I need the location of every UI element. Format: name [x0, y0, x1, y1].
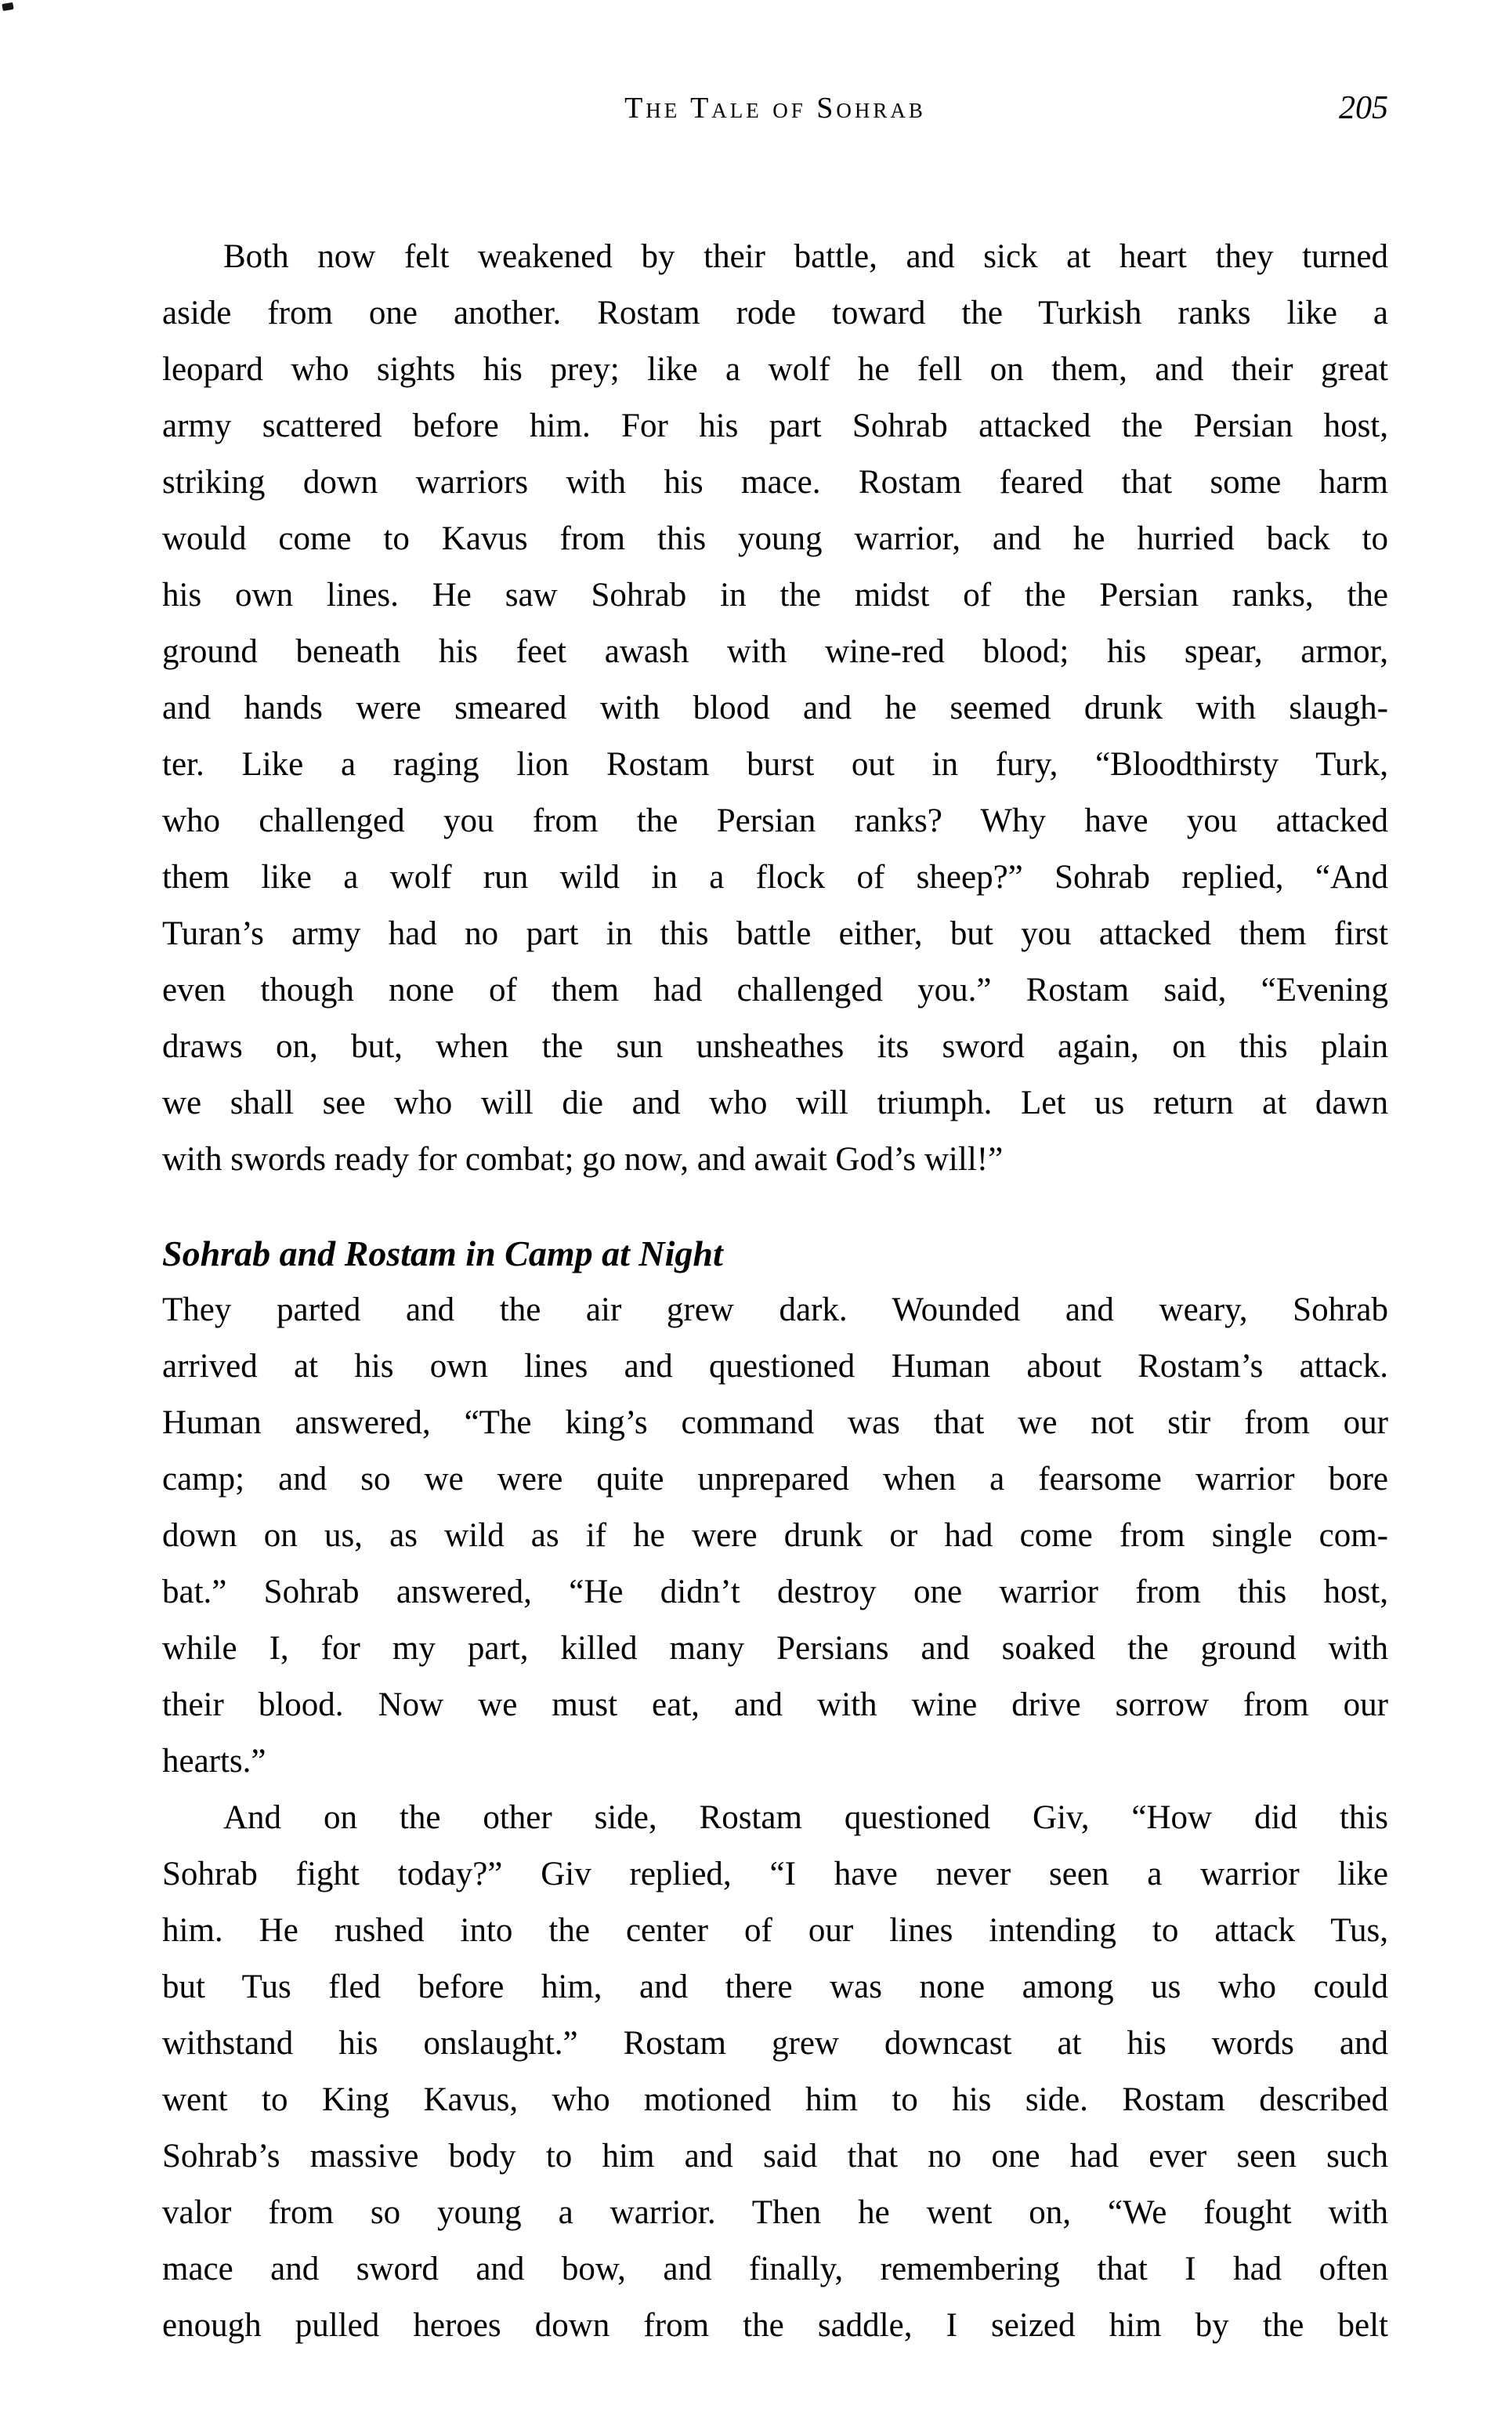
text-line: ground beneath his feet awash with wine-red blood; his spear, armor,: [162, 633, 1388, 670]
text-line: draws on, but, when the sun unsheathes its sword again, on this plain: [162, 1028, 1388, 1065]
text-line: them like a wolf run wild in a flock of sheep?” Sohrab replied, “And: [162, 859, 1388, 896]
text-line: bat.” Sohrab answered, “He didn’t destroy one warrior from this host,: [162, 1574, 1388, 1610]
running-title: The Tale of Sohrab: [624, 92, 926, 125]
text-line: mace and sword and bow, and finally, remembering that I had often: [162, 2251, 1388, 2287]
text-line: Turan’s army had no part in this battle either, but you attacked them first: [162, 915, 1388, 952]
text-line: They parted and the air grew dark. Wounded and weary, Sohrab: [162, 1291, 1388, 1328]
text-line: we shall see who will die and who will triumph. Let us return at dawn: [162, 1085, 1388, 1121]
text-content: [162, 229, 1388, 2354]
text-line: And on the other side, Rostam questioned Giv, “How did this: [223, 1799, 1388, 1836]
page-header: [162, 88, 1388, 132]
text-line: with swords ready for combat; go now, and await God’s will!”: [162, 1141, 1004, 1178]
text-line: his own lines. He saw Sohrab in the midst of the Persian ranks, the: [162, 577, 1388, 614]
text-line: and hands were smeared with blood and he seemed drunk with slaugh-: [162, 690, 1388, 726]
section-heading: Sohrab and Rostam in Camp at Night: [162, 1233, 723, 1273]
text-line: went to King Kavus, who motioned him to his side. Rostam described: [162, 2081, 1388, 2118]
text-line: striking down warriors with his mace. Rostam feared that some harm: [162, 464, 1388, 501]
page-body: [162, 229, 1388, 2354]
text-line: while I, for my part, killed many Persians and soaked the ground with: [162, 1630, 1388, 1667]
text-line: Sohrab fight today?” Giv replied, “I have never seen a warrior like: [162, 1856, 1388, 1892]
text-line: their blood. Now we must eat, and with wine drive sorrow from our: [162, 1686, 1388, 1723]
text-line: leopard who sights his prey; like a wolf he fell on them, and their great: [162, 351, 1388, 388]
text-line: hearts.”: [162, 1743, 266, 1780]
text-line: aside from one another. Rostam rode toward the Turkish ranks like a: [162, 295, 1388, 331]
text-line: but Tus fled before him, and there was none among us who could: [162, 1968, 1388, 2005]
text-line: Sohrab’s massive body to him and said that no one had ever seen such: [162, 2138, 1388, 2175]
text-line: enough pulled heroes down from the saddle, I seized him by the belt: [162, 2307, 1388, 2344]
text-line: even though none of them had challenged you.” Rostam said, “Evening: [162, 972, 1388, 1009]
text-line: would come to Kavus from this young warrior, and he hurried back to: [162, 520, 1388, 557]
paragraph: [162, 1790, 1388, 2354]
text-line: down on us, as wild as if he were drunk or had come from single com-: [162, 1517, 1388, 1554]
text-line: Both now felt weakened by their battle, and sick at heart they turned: [223, 238, 1388, 275]
paragraph: [162, 229, 1388, 1188]
paragraph: [162, 1282, 1388, 1790]
text-line: arrived at his own lines and questioned Human about Rostam’s attack.: [162, 1348, 1388, 1385]
text-line: camp; and so we were quite unprepared when a fearsome warrior bore: [162, 1461, 1388, 1498]
text-line: ter. Like a raging lion Rostam burst out in fury, “Bloodthirsty Turk,: [162, 746, 1388, 783]
text-line: who challenged you from the Persian ranks? Why have you attacked: [162, 802, 1388, 839]
scan-artifact: [2, 2, 13, 11]
page-number: 205: [1339, 90, 1388, 126]
text-line: him. He rushed into the center of our lines intending to attack Tus,: [162, 1912, 1388, 1949]
text-line: Human answered, “The king’s command was that we not stir from our: [162, 1404, 1388, 1441]
text-line: valor from so young a warrior. Then he went on, “We fought with: [162, 2194, 1388, 2231]
text-line: army scattered before him. For his part Sohrab attacked the Persian host,: [162, 407, 1388, 444]
text-line: withstand his onslaught.” Rostam grew downcast at his words and: [162, 2025, 1388, 2062]
